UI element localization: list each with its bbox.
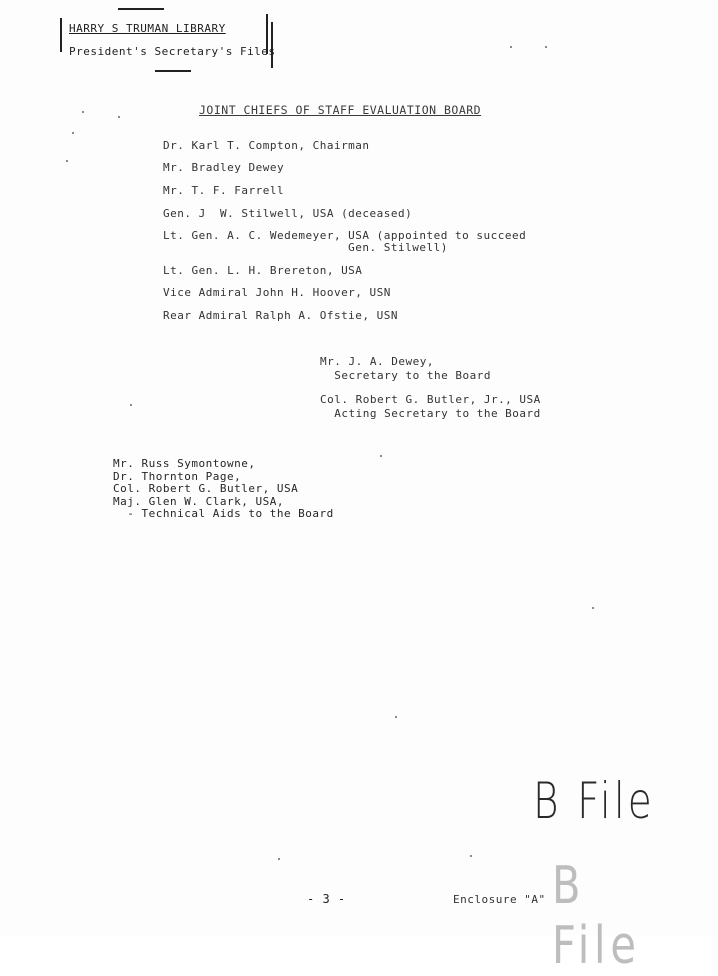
board-member: Mr. Bradley Dewey xyxy=(163,161,285,174)
scan-speck xyxy=(66,160,68,162)
stamp-rule-top xyxy=(118,8,164,10)
stamp-rule-left xyxy=(60,18,62,52)
scan-speck xyxy=(545,46,547,48)
page-number: - 3 - xyxy=(307,892,346,906)
scan-speck xyxy=(118,116,120,118)
board-member: Lt. Gen. A. C. Wedemeyer, USA (appointed to succeed Gen. Stilwell) xyxy=(163,229,527,254)
stamp-rule-bottom xyxy=(155,70,191,72)
technical-aides: Mr. Russ Symontowne, Dr. Thornton Page, Col. Robert G. Butler, USA Maj. Glen W. Clark, USA, - Technical Aids to the Board xyxy=(113,457,334,520)
board-member: Vice Admiral John H. Hoover, USN xyxy=(163,286,391,299)
board-member: Dr. Karl T. Compton, Chairman xyxy=(163,139,370,152)
b-file-mark-faint: B File xyxy=(552,856,641,976)
scan-speck xyxy=(592,607,594,609)
b-file-mark: B File xyxy=(533,772,655,830)
scan-speck xyxy=(72,132,74,134)
scan-speck xyxy=(82,111,84,113)
board-acting-secretary: Col. Robert G. Butler, Jr., USA Acting Secretary to the Board xyxy=(320,393,541,420)
board-secretary: Mr. J. A. Dewey, Secretary to the Board xyxy=(320,355,491,382)
scan-speck xyxy=(470,855,472,857)
document-title: JOINT CHIEFS OF STAFF EVALUATION BOARD xyxy=(199,103,482,117)
board-member: Mr. T. F. Farrell xyxy=(163,184,285,197)
scan-speck xyxy=(510,46,512,48)
library-stamp-collection: President's Secretary's Files xyxy=(69,45,276,58)
library-stamp-name: HARRY S TRUMAN LIBRARY xyxy=(69,22,226,35)
board-member: Rear Admiral Ralph A. Ofstie, USN xyxy=(163,309,399,322)
board-member: Gen. J W. Stilwell, USA (deceased) xyxy=(163,207,413,220)
board-member: Lt. Gen. L. H. Brereton, USA xyxy=(163,264,363,277)
scan-speck xyxy=(395,716,397,718)
scan-speck xyxy=(278,858,280,860)
scan-speck xyxy=(130,404,132,406)
scan-speck xyxy=(380,455,382,457)
enclosure-label: Enclosure "A" xyxy=(453,893,546,906)
